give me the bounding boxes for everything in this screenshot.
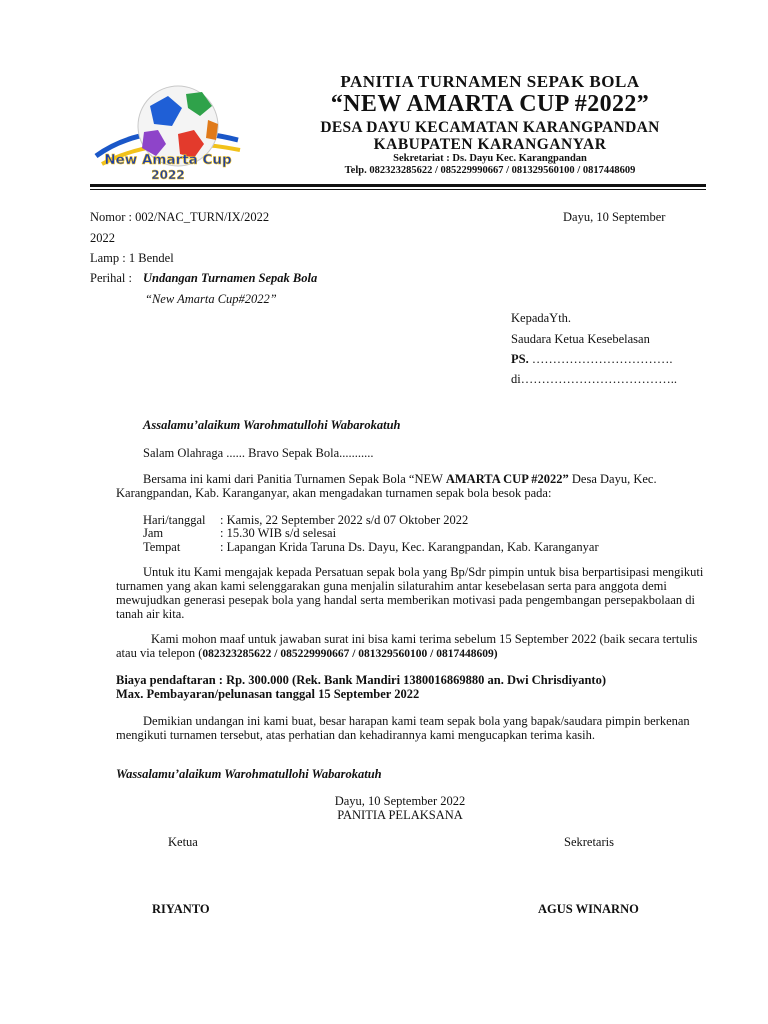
- letterhead-phone: Telp. 082323285622 / 085229990667 / 081329560100 / 0817448609: [344, 165, 636, 176]
- recipient-ps-dots: …………………………….: [528, 352, 673, 366]
- letter-number: Nomor : 002/NAC_TURN/IX/2022: [90, 210, 270, 224]
- signature-place-date: Dayu, 10 September 2022: [334, 794, 466, 808]
- schedule-time-label: Jam: [143, 526, 164, 540]
- paragraph-reply-a: Kami mohon maaf untuk jawaban surat ini bisa kami terima sebelum 15 September 2022 (baik secara tertulis atau via telepon (: [116, 632, 698, 660]
- paragraph-reply: [116, 632, 708, 661]
- logo-year: 2022: [151, 168, 185, 182]
- schedule-time-value: : 15.30 WIB s/d selesai: [220, 526, 337, 540]
- letterhead-village: DESA DAYU KECAMATAN KARANGPANDAN: [320, 119, 660, 136]
- signature-secretary-name: AGUS WINARNO: [538, 902, 639, 916]
- logo-text: New Amarta Cup: [104, 152, 232, 168]
- recipient-salutation: KepadaYth.: [511, 311, 572, 325]
- letterhead-event-title: “NEW AMARTA CUP #2022”: [330, 91, 650, 117]
- letterhead-secretariat: Sekretariat : Ds. Dayu Kec. Karangpandan: [393, 153, 587, 164]
- letter-subject-label: Perihal :: [90, 271, 133, 285]
- schedule-place-value: : Lapangan Krida Taruna Ds. Dayu, Kec. Karangpandan, Kab. Karanganyar: [220, 540, 599, 554]
- schedule-day-label: Hari/tanggal: [143, 513, 206, 527]
- schedule-day-value: : Kamis, 22 September 2022 s/d 07 Oktober 2022: [220, 513, 469, 527]
- salam-line: Salam Olahraga ...... Bravo Sepak Bola...........: [143, 446, 374, 460]
- paragraph-closing: Demikian undangan ini kami buat, besar harapan kami team sepak bola yang bapak/saudara pimpin berkenan mengikuti turnamen tersebut, atas perhatian dan kehadirannya kami mengucapkan terima kasih.: [116, 714, 690, 742]
- letterhead-committee: PANITIA TURNAMEN SEPAK BOLA: [340, 72, 640, 91]
- signature-committee: PANITIA PELAKSANA: [337, 808, 463, 822]
- closing-greeting: Wassalamu’alaikum Warohmatullohi Wabarokatuh: [116, 767, 382, 781]
- letterhead-rule-thin: [90, 189, 706, 190]
- letter-date: Dayu, 10 September: [563, 210, 666, 224]
- paragraph-intro-c: Desa Dayu, Kec. Karangpandan, Kab. Karanganyar, akan mengadakan turnamen sepak bola besok pada:: [116, 472, 657, 500]
- paragraph-intro-a: Bersama ini kami dari Panitia Turnamen Sepak Bola “NEW: [143, 472, 446, 486]
- letter-subject: Undangan Turnamen Sepak Bola: [143, 271, 318, 285]
- paragraph-intro: [116, 472, 708, 500]
- registration-fee: Biaya pendaftaran : Rp. 300.000 (Rek. Bank Mandiri 1380016869880 an. Dwi Chrisdiyanto): [116, 673, 606, 687]
- recipient-ps-label: PS.: [511, 352, 529, 366]
- amarta-cup-logo: [88, 78, 248, 186]
- letterhead-regency: KABUPATEN KARANGANYAR: [373, 136, 607, 153]
- letter-date-year: 2022: [90, 231, 115, 245]
- signature-chair-name: RIYANTO: [152, 902, 210, 916]
- letter-subject-event: “New Amarta Cup#2022”: [145, 292, 277, 306]
- payment-deadline: Max. Pembayaran/pelunasan tanggal 15 September 2022: [116, 687, 420, 701]
- recipient-title: Saudara Ketua Kesebelasan: [511, 332, 650, 346]
- schedule-place-label: Tempat: [143, 540, 181, 554]
- letter-attachment: Lamp : 1 Bendel: [90, 251, 174, 265]
- paragraph-intro-event: AMARTA CUP #2022”: [445, 472, 569, 486]
- recipient-address: di………………………………..: [511, 372, 677, 386]
- paragraph-invitation: Untuk itu Kami mengajak kepada Persatuan sepak bola yang Bp/Sdr pimpin untuk bisa berpartisipasi mengikuti turnamen yang akan kami selenggarakan guna menjalin silaturahim antar kesebelasan serta para anggota demi mewujudkan generasi pesepak bola yang handal serta memberikan motivasi pada pengembangan persepakbolaan di tanah air kita.: [116, 565, 704, 621]
- signature-secretary-title: Sekretaris: [564, 835, 614, 849]
- paragraph-reply-phones: 082323285622 / 085229990667 / 081329560100 / 0817448609): [202, 648, 498, 660]
- recipient-ps: [511, 352, 672, 367]
- signature-chair-title: Ketua: [168, 835, 198, 849]
- letterhead-rule-thick: [90, 184, 706, 187]
- opening-greeting: Assalamu’alaikum Warohmatullohi Wabarokatuh: [143, 418, 401, 432]
